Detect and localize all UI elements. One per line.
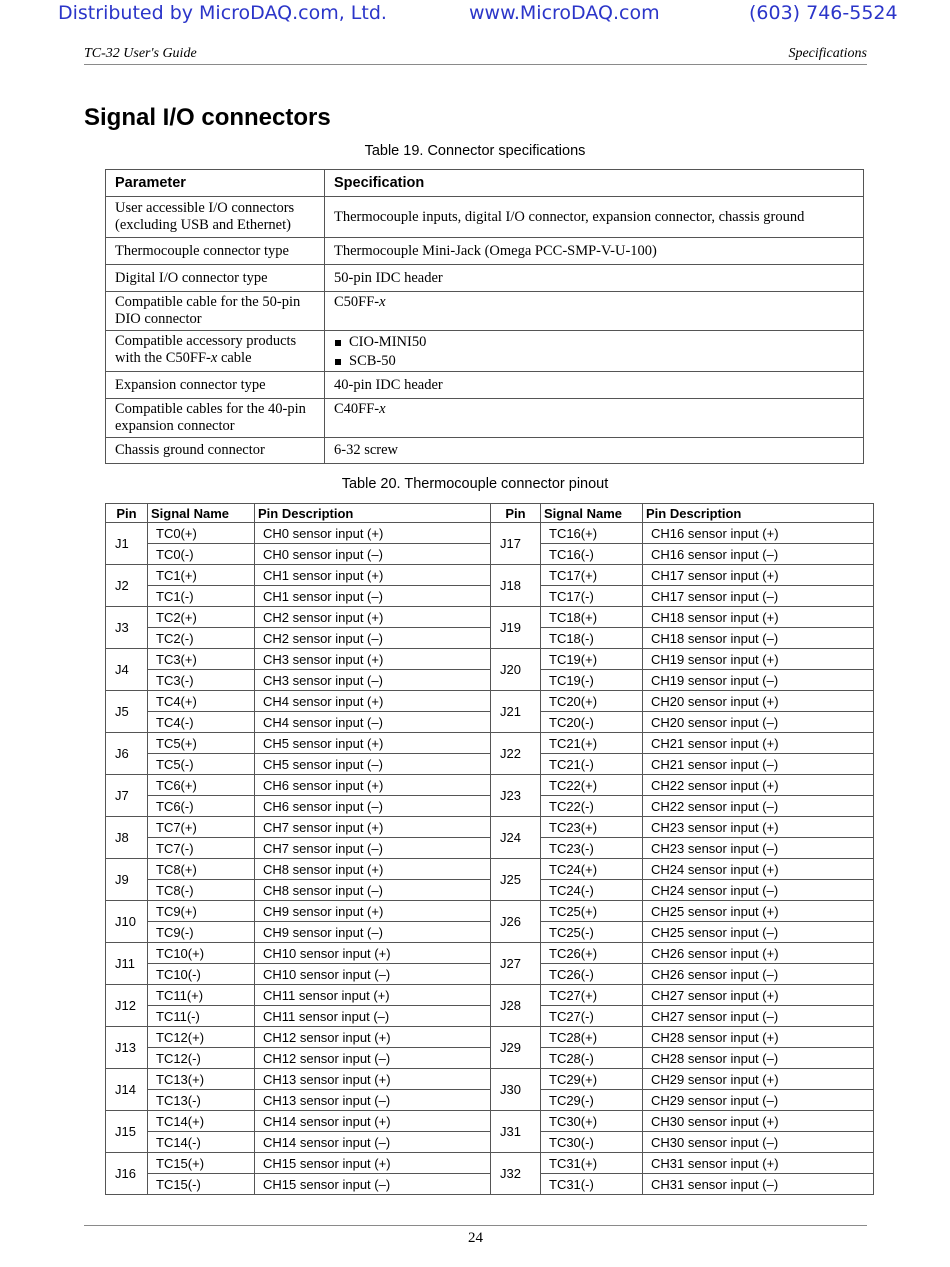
specification-cell: 40-pin IDC header: [325, 372, 864, 399]
parameter-cell: Chassis ground connector: [106, 438, 325, 464]
signal-name-cell: TC6(-): [148, 796, 255, 817]
table-row: [106, 1048, 874, 1069]
signal-name-cell: TC9(-): [148, 922, 255, 943]
pin-cell: J1: [106, 523, 148, 565]
table-row: [106, 901, 874, 922]
pin-description-cell: CH27 sensor input (+): [643, 985, 874, 1006]
signal-name-header: Signal Name: [148, 504, 255, 523]
pin-cell: J3: [106, 607, 148, 649]
signal-name-cell: TC16(-): [541, 544, 643, 565]
pin-cell: J9: [106, 859, 148, 901]
pin-description-cell: CH15 sensor input (+): [255, 1153, 491, 1174]
param-variable: x: [210, 350, 218, 366]
signal-name-cell: TC7(+): [148, 817, 255, 838]
pin-description-cell: CH12 sensor input (+): [255, 1027, 491, 1048]
pin-description-cell: CH29 sensor input (+): [643, 1069, 874, 1090]
spec-prefix: C50FF-: [334, 294, 380, 310]
signal-name-cell: TC1(+): [148, 565, 255, 586]
table-row: [106, 1069, 874, 1090]
signal-name-header: Signal Name: [541, 504, 643, 523]
pin-description-cell: CH28 sensor input (+): [643, 1027, 874, 1048]
table-row: [106, 523, 874, 544]
pin-description-cell: CH0 sensor input (+): [255, 523, 491, 544]
pin-description-cell: CH31 sensor input (+): [643, 1153, 874, 1174]
table-row: [106, 733, 874, 754]
pin-cell: J22: [491, 733, 541, 775]
pin-description-cell: CH16 sensor input (+): [643, 523, 874, 544]
signal-name-cell: TC14(+): [148, 1111, 255, 1132]
table20-caption: Table 20. Thermocouple connector pinout: [341, 476, 609, 492]
list-item: CIO-MINI50: [334, 333, 854, 352]
pin-cell: J32: [491, 1153, 541, 1195]
pin-description-cell: CH16 sensor input (–): [643, 544, 874, 565]
distributor-url[interactable]: www.MicroDAQ.com: [469, 2, 660, 24]
pin-description-cell: CH2 sensor input (–): [255, 628, 491, 649]
pin-description-cell: CH13 sensor input (+): [255, 1069, 491, 1090]
signal-name-cell: TC0(+): [148, 523, 255, 544]
signal-name-cell: TC29(+): [541, 1069, 643, 1090]
table-row: [106, 964, 874, 985]
pin-cell: J15: [106, 1111, 148, 1153]
table-row: [106, 544, 874, 565]
parameter-cell: [106, 331, 325, 372]
parameter-cell: User accessible I/O connectors (excluding USB and Ethernet): [106, 197, 325, 238]
table-row: [106, 628, 874, 649]
signal-name-cell: TC3(+): [148, 649, 255, 670]
header-chapter-title: Specifications: [788, 46, 867, 61]
pin-cell: J26: [491, 901, 541, 943]
pin-description-cell: CH24 sensor input (–): [643, 880, 874, 901]
pin-description-cell: CH29 sensor input (–): [643, 1090, 874, 1111]
pin-description-cell: CH0 sensor input (–): [255, 544, 491, 565]
thermocouple-pinout-table: [105, 503, 874, 1195]
pin-description-cell: CH13 sensor input (–): [255, 1090, 491, 1111]
pin-cell: J7: [106, 775, 148, 817]
pin-cell: J2: [106, 565, 148, 607]
pin-description-cell: CH6 sensor input (–): [255, 796, 491, 817]
pin-description-cell: CH30 sensor input (+): [643, 1111, 874, 1132]
table-row: [106, 331, 864, 372]
signal-name-cell: TC3(-): [148, 670, 255, 691]
pin-description-cell: CH25 sensor input (+): [643, 901, 874, 922]
signal-name-cell: TC7(-): [148, 838, 255, 859]
signal-name-cell: TC23(+): [541, 817, 643, 838]
table-row: [106, 1111, 874, 1132]
pin-description-cell: CH7 sensor input (–): [255, 838, 491, 859]
pin-description-cell: CH3 sensor input (+): [255, 649, 491, 670]
pin-description-cell: CH17 sensor input (+): [643, 565, 874, 586]
signal-name-cell: TC25(+): [541, 901, 643, 922]
signal-name-cell: TC31(-): [541, 1174, 643, 1195]
signal-name-cell: TC11(+): [148, 985, 255, 1006]
table-row: [106, 565, 874, 586]
pin-cell: J20: [491, 649, 541, 691]
table-row: [106, 1174, 874, 1195]
table-row: [106, 372, 864, 399]
signal-name-cell: TC8(+): [148, 859, 255, 880]
pin-description-cell: CH14 sensor input (+): [255, 1111, 491, 1132]
table-row: [106, 1006, 874, 1027]
signal-name-cell: TC30(-): [541, 1132, 643, 1153]
signal-name-cell: TC15(-): [148, 1174, 255, 1195]
signal-name-cell: TC2(-): [148, 628, 255, 649]
pin-cell: J27: [491, 943, 541, 985]
specification-cell: 6-32 screw: [325, 438, 864, 464]
spec-prefix: C40FF-: [334, 401, 380, 417]
pin-description-cell: CH18 sensor input (–): [643, 628, 874, 649]
pin-description-cell: CH14 sensor input (–): [255, 1132, 491, 1153]
signal-name-cell: TC10(-): [148, 964, 255, 985]
pin-description-cell: CH19 sensor input (+): [643, 649, 874, 670]
pin-description-header: Pin Description: [643, 504, 874, 523]
pin-description-cell: CH4 sensor input (+): [255, 691, 491, 712]
pin-description-cell: CH11 sensor input (–): [255, 1006, 491, 1027]
signal-name-cell: TC24(+): [541, 859, 643, 880]
signal-name-cell: TC4(+): [148, 691, 255, 712]
spec-variable: x: [379, 294, 386, 310]
parameter-header: Parameter: [106, 170, 325, 197]
pin-description-cell: CH25 sensor input (–): [643, 922, 874, 943]
pin-description-cell: CH26 sensor input (+): [643, 943, 874, 964]
pin-cell: J29: [491, 1027, 541, 1069]
pin-description-cell: CH26 sensor input (–): [643, 964, 874, 985]
signal-name-cell: TC28(-): [541, 1048, 643, 1069]
pin-description-cell: CH20 sensor input (+): [643, 691, 874, 712]
table-row: [106, 438, 864, 464]
parameter-cell: Digital I/O connector type: [106, 265, 325, 292]
running-header: [84, 46, 867, 65]
signal-name-cell: TC19(+): [541, 649, 643, 670]
pin-description-cell: CH10 sensor input (+): [255, 943, 491, 964]
parameter-cell: Compatible cable for the 50-pin DIO connector: [106, 292, 325, 331]
signal-name-cell: TC27(-): [541, 1006, 643, 1027]
param-prefix: Compatible accessory products with the C50FF-: [115, 333, 297, 366]
section-title: Signal I/O connectors: [84, 104, 331, 131]
table-row: [106, 880, 874, 901]
signal-name-cell: TC27(+): [541, 985, 643, 1006]
signal-name-cell: TC12(+): [148, 1027, 255, 1048]
signal-name-cell: TC1(-): [148, 586, 255, 607]
specification-header: Specification: [325, 170, 864, 197]
page-number: 24: [84, 1225, 867, 1247]
pin-cell: J18: [491, 565, 541, 607]
signal-name-cell: TC10(+): [148, 943, 255, 964]
pin-description-cell: CH5 sensor input (–): [255, 754, 491, 775]
pin-description-cell: CH9 sensor input (–): [255, 922, 491, 943]
table-row: [106, 292, 864, 331]
table-row: [106, 691, 874, 712]
table-row: [106, 399, 864, 438]
signal-name-cell: TC26(-): [541, 964, 643, 985]
table-row: [106, 838, 874, 859]
pin-description-cell: CH9 sensor input (+): [255, 901, 491, 922]
signal-name-cell: TC25(-): [541, 922, 643, 943]
pin-description-cell: CH21 sensor input (–): [643, 754, 874, 775]
signal-name-cell: TC18(-): [541, 628, 643, 649]
pin-cell: J8: [106, 817, 148, 859]
pin-description-cell: CH22 sensor input (–): [643, 796, 874, 817]
table-row: [106, 775, 874, 796]
pin-description-cell: CH18 sensor input (+): [643, 607, 874, 628]
pin-cell: J24: [491, 817, 541, 859]
table19-caption: Table 19. Connector specifications: [364, 143, 586, 159]
signal-name-cell: TC5(+): [148, 733, 255, 754]
signal-name-cell: TC22(+): [541, 775, 643, 796]
pin-description-cell: CH23 sensor input (+): [643, 817, 874, 838]
pin-description-cell: CH1 sensor input (–): [255, 586, 491, 607]
table-row: [106, 985, 874, 1006]
pin-description-cell: CH6 sensor input (+): [255, 775, 491, 796]
pin-description-cell: CH23 sensor input (–): [643, 838, 874, 859]
table-row: [106, 607, 874, 628]
signal-name-cell: TC13(-): [148, 1090, 255, 1111]
pin-cell: J6: [106, 733, 148, 775]
pin-description-cell: CH2 sensor input (+): [255, 607, 491, 628]
table-row: [106, 670, 874, 691]
parameter-cell: Compatible cables for the 40-pin expansion connector: [106, 399, 325, 438]
signal-name-cell: TC21(+): [541, 733, 643, 754]
table-row: [106, 1132, 874, 1153]
pin-cell: J30: [491, 1069, 541, 1111]
pin-description-cell: CH21 sensor input (+): [643, 733, 874, 754]
specification-cell: [325, 399, 864, 438]
signal-name-cell: TC13(+): [148, 1069, 255, 1090]
pin-cell: J10: [106, 901, 148, 943]
accessory-list: [334, 333, 854, 371]
pin-cell: J13: [106, 1027, 148, 1069]
specification-cell: Thermocouple inputs, digital I/O connector, expansion connector, chassis ground: [325, 197, 864, 238]
pin-description-cell: CH1 sensor input (+): [255, 565, 491, 586]
distributor-name: Distributed by MicroDAQ.com, Ltd.: [58, 2, 387, 24]
table-row: [106, 922, 874, 943]
pin-description-cell: CH7 sensor input (+): [255, 817, 491, 838]
signal-name-cell: TC2(+): [148, 607, 255, 628]
pin-description-cell: CH30 sensor input (–): [643, 1132, 874, 1153]
pin-cell: J17: [491, 523, 541, 565]
table-row: [106, 1027, 874, 1048]
signal-name-cell: TC31(+): [541, 1153, 643, 1174]
pin-cell: J12: [106, 985, 148, 1027]
table-row: [106, 265, 864, 292]
connector-specifications-table: [105, 169, 864, 464]
pin-description-cell: CH27 sensor input (–): [643, 1006, 874, 1027]
pin-description-cell: CH15 sensor input (–): [255, 1174, 491, 1195]
table-row: [106, 859, 874, 880]
table-row: [106, 796, 874, 817]
signal-name-cell: TC15(+): [148, 1153, 255, 1174]
table-row: [106, 712, 874, 733]
spec-variable: x: [379, 401, 386, 417]
table-row: [106, 649, 874, 670]
pin-description-cell: CH11 sensor input (+): [255, 985, 491, 1006]
signal-name-cell: TC16(+): [541, 523, 643, 544]
signal-name-cell: TC14(-): [148, 1132, 255, 1153]
signal-name-cell: TC18(+): [541, 607, 643, 628]
signal-name-cell: TC8(-): [148, 880, 255, 901]
signal-name-cell: TC20(+): [541, 691, 643, 712]
pin-cell: J5: [106, 691, 148, 733]
pin-cell: J4: [106, 649, 148, 691]
pin-description-cell: CH8 sensor input (–): [255, 880, 491, 901]
pin-description-cell: CH3 sensor input (–): [255, 670, 491, 691]
table-row: [106, 586, 874, 607]
table-row: [106, 1153, 874, 1174]
signal-name-cell: TC21(-): [541, 754, 643, 775]
distributor-phone: (603) 746-5524: [749, 2, 898, 24]
table-row: [106, 943, 874, 964]
signal-name-cell: TC6(+): [148, 775, 255, 796]
pin-cell: J28: [491, 985, 541, 1027]
parameter-cell: Expansion connector type: [106, 372, 325, 399]
signal-name-cell: TC22(-): [541, 796, 643, 817]
table-row: [106, 817, 874, 838]
table-row: [106, 197, 864, 238]
specification-cell: [325, 292, 864, 331]
pin-cell: J21: [491, 691, 541, 733]
pin-description-cell: CH12 sensor input (–): [255, 1048, 491, 1069]
signal-name-cell: TC30(+): [541, 1111, 643, 1132]
signal-name-cell: TC0(-): [148, 544, 255, 565]
signal-name-cell: TC24(-): [541, 880, 643, 901]
signal-name-cell: TC23(-): [541, 838, 643, 859]
pin-description-cell: CH10 sensor input (–): [255, 964, 491, 985]
signal-name-cell: TC19(-): [541, 670, 643, 691]
signal-name-cell: TC9(+): [148, 901, 255, 922]
pin-header: Pin: [106, 504, 148, 523]
pin-description-cell: CH28 sensor input (–): [643, 1048, 874, 1069]
signal-name-cell: TC17(-): [541, 586, 643, 607]
pin-description-cell: CH19 sensor input (–): [643, 670, 874, 691]
pin-cell: J16: [106, 1153, 148, 1195]
parameter-cell: Thermocouple connector type: [106, 238, 325, 265]
pin-cell: J23: [491, 775, 541, 817]
pin-description-cell: CH17 sensor input (–): [643, 586, 874, 607]
specification-cell: 50-pin IDC header: [325, 265, 864, 292]
table-header-row: [106, 170, 864, 197]
signal-name-cell: TC28(+): [541, 1027, 643, 1048]
pin-description-cell: CH5 sensor input (+): [255, 733, 491, 754]
table-header-row: [106, 504, 874, 523]
table-row: [106, 1090, 874, 1111]
signal-name-cell: TC26(+): [541, 943, 643, 964]
param-suffix: cable: [217, 350, 252, 366]
pin-description-header: Pin Description: [255, 504, 491, 523]
specification-cell: Thermocouple Mini-Jack (Omega PCC-SMP-V-U-100): [325, 238, 864, 265]
pin-cell: J14: [106, 1069, 148, 1111]
pin-cell: J25: [491, 859, 541, 901]
pin-cell: J31: [491, 1111, 541, 1153]
signal-name-cell: TC4(-): [148, 712, 255, 733]
pin-description-cell: CH8 sensor input (+): [255, 859, 491, 880]
pin-description-cell: CH31 sensor input (–): [643, 1174, 874, 1195]
signal-name-cell: TC5(-): [148, 754, 255, 775]
distributor-banner: [0, 0, 950, 30]
signal-name-cell: TC12(-): [148, 1048, 255, 1069]
signal-name-cell: TC11(-): [148, 1006, 255, 1027]
pin-cell: J11: [106, 943, 148, 985]
pin-description-cell: CH24 sensor input (+): [643, 859, 874, 880]
header-guide-title: TC-32 User's Guide: [84, 46, 197, 61]
list-item: SCB-50: [334, 352, 854, 371]
table-row: [106, 238, 864, 265]
pin-header: Pin: [491, 504, 541, 523]
specification-cell: [325, 331, 864, 372]
table-row: [106, 754, 874, 775]
signal-name-cell: TC17(+): [541, 565, 643, 586]
pin-description-cell: CH22 sensor input (+): [643, 775, 874, 796]
pin-description-cell: CH4 sensor input (–): [255, 712, 491, 733]
signal-name-cell: TC29(-): [541, 1090, 643, 1111]
pin-cell: J19: [491, 607, 541, 649]
signal-name-cell: TC20(-): [541, 712, 643, 733]
pin-description-cell: CH20 sensor input (–): [643, 712, 874, 733]
